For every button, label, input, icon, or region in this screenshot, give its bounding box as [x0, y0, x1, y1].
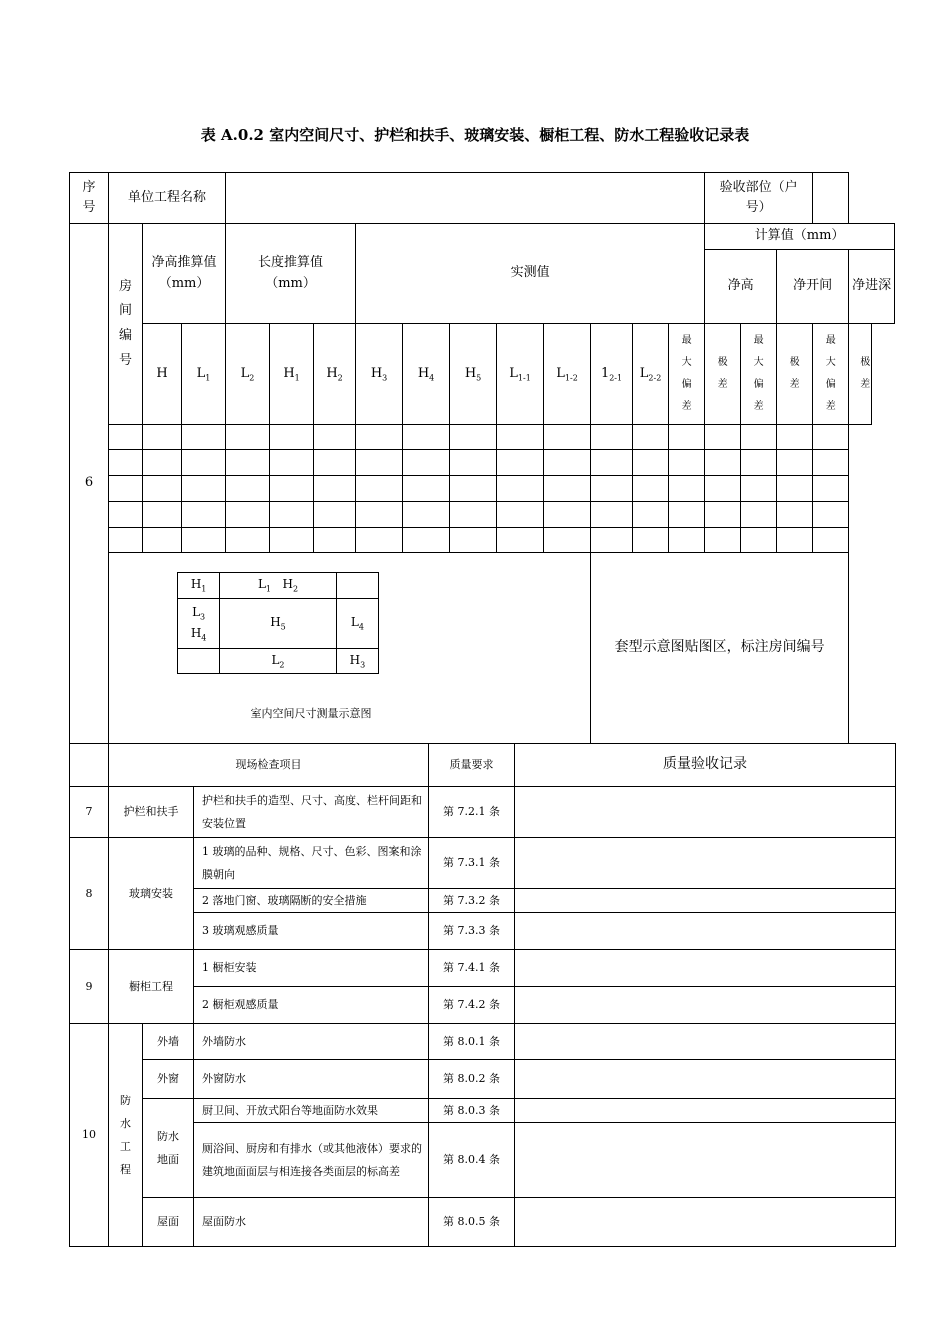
col-12-1: $1_{2-1}$	[591, 324, 633, 425]
diag-h1: $H_1$	[178, 573, 220, 599]
category: 玻璃安装	[109, 838, 194, 950]
calc-header: 计算值（mm）	[705, 224, 895, 250]
max-dev-header: 最大偏差	[669, 324, 705, 425]
seq-10: 10	[70, 1024, 109, 1247]
quality-req: 第 8.0.3 条	[429, 1099, 515, 1123]
height-est-header: 净高推算值（mm）	[143, 224, 226, 324]
quality-req: 第 8.0.2 条	[429, 1060, 515, 1099]
record-header: 质量验收记录	[515, 744, 896, 787]
check-item: 护栏和扶手的造型、尺寸、高度、栏杆间距和安装位置	[194, 787, 429, 838]
record-cell[interactable]	[515, 1060, 896, 1099]
room-no-header: 房间编号	[109, 224, 143, 425]
sub-category: 防水地面	[143, 1099, 194, 1198]
max-dev-header: 最大偏差	[813, 324, 849, 425]
table-row	[70, 450, 895, 476]
check-item: 1 橱柜安装	[194, 950, 429, 987]
seq-7: 7	[70, 787, 109, 838]
data-cell[interactable]	[109, 450, 143, 476]
quality-req: 第 7.4.1 条	[429, 950, 515, 987]
net-depth-header: 净进深	[849, 250, 895, 324]
col-H1: $H_1$	[270, 324, 314, 425]
check-item: 外墙防水	[194, 1024, 429, 1060]
diag-l1-h2: $L_1$ $H_2$	[220, 573, 337, 599]
quality-req: 第 8.0.1 条	[429, 1024, 515, 1060]
table-row	[70, 502, 895, 528]
data-cell[interactable]	[109, 528, 143, 553]
data-cell[interactable]	[109, 476, 143, 502]
diag-l3-h4: $L_3$ $H_4$	[178, 599, 220, 649]
diagram-area	[109, 553, 591, 744]
record-cell[interactable]	[515, 787, 896, 838]
max-dev-header: 最大偏差	[741, 324, 777, 425]
diag-l2: $L_2$	[220, 649, 337, 674]
col-H3: $H_3$	[356, 324, 403, 425]
col-H2: $H_2$	[314, 324, 356, 425]
record-cell[interactable]	[515, 987, 896, 1024]
diag-l4: $L_4$	[336, 599, 378, 649]
inspection-table	[69, 743, 896, 1247]
quality-req: 第 7.3.1 条	[429, 838, 515, 889]
data-cell[interactable]	[109, 425, 143, 450]
check-item: 1 玻璃的品种、规格、尺寸、色彩、图案和涂膜朝向	[194, 838, 429, 889]
quality-req: 第 8.0.5 条	[429, 1198, 515, 1247]
record-cell[interactable]	[515, 1123, 896, 1198]
check-item: 2 橱柜观感质量	[194, 987, 429, 1024]
quality-req: 第 7.3.2 条	[429, 889, 515, 913]
unit-name-value[interactable]	[226, 173, 705, 224]
col-H5: $H_5$	[450, 324, 497, 425]
col-H4: $H_4$	[403, 324, 450, 425]
check-item: 屋面防水	[194, 1198, 429, 1247]
diag-empty	[178, 649, 220, 674]
seq-9: 9	[70, 950, 109, 1024]
check-item: 2 落地门窗、玻璃隔断的安全措施	[194, 889, 429, 913]
check-item: 外窗防水	[194, 1060, 429, 1099]
sub-category: 外窗	[143, 1060, 194, 1099]
seq-header: 序号	[70, 173, 109, 224]
accept-part-label: 验收部位（户号）	[705, 173, 813, 224]
range-header: 极差	[777, 324, 813, 425]
net-height-header: 净高	[705, 250, 777, 324]
quality-req: 第 7.4.2 条	[429, 987, 515, 1024]
unit-name-label: 单位工程名称	[109, 173, 226, 224]
measurement-table	[69, 172, 895, 744]
data-cell[interactable]	[109, 502, 143, 528]
sub-category: 外墙	[143, 1024, 194, 1060]
table-row	[70, 528, 895, 553]
seq-6: 6	[70, 224, 109, 744]
accept-part-value[interactable]	[813, 173, 849, 224]
length-est-header: 长度推算值（mm）	[226, 224, 356, 324]
req-header: 质量要求	[429, 744, 515, 787]
sub-category: 屋面	[143, 1198, 194, 1247]
quality-req: 第 7.3.3 条	[429, 913, 515, 950]
item-header: 现场检查项目	[109, 744, 429, 787]
quality-req: 第 8.0.4 条	[429, 1123, 515, 1198]
range-header: 极差	[705, 324, 741, 425]
category: 护栏和扶手	[109, 787, 194, 838]
diag-empty	[336, 573, 378, 599]
check-item: 厨卫间、开放式阳台等地面防水效果	[194, 1099, 429, 1123]
check-item: 厕浴间、厨房和有排水（或其他液体）要求的建筑地面面层与相连接各类面层的标高差	[194, 1123, 429, 1198]
measured-header: 实测值	[356, 224, 705, 324]
col-L2-2: $L_{2-2}$	[633, 324, 669, 425]
room-dimension-diagram	[177, 572, 379, 674]
record-cell[interactable]	[515, 1099, 896, 1123]
diagram-caption: 室内空间尺寸测量示意图	[250, 707, 372, 720]
paste-area[interactable]: 套型示意图贴图区，标注房间编号	[591, 553, 849, 744]
col-L2: $L_2$	[226, 324, 270, 425]
net-width-header: 净开间	[777, 250, 849, 324]
col-L1-1: $L_{1-1}$	[497, 324, 544, 425]
record-cell[interactable]	[515, 1198, 896, 1247]
range-header: 极差	[849, 324, 872, 425]
table-row	[70, 425, 895, 450]
category: 防水工程	[109, 1024, 143, 1247]
record-cell[interactable]	[515, 913, 896, 950]
page-title: 表 A.0.2 室内空间尺寸、护栏和扶手、玻璃安装、橱柜工程、防水工程验收记录表	[200, 126, 750, 144]
table-row	[70, 476, 895, 502]
record-cell[interactable]	[515, 889, 896, 913]
category: 橱柜工程	[109, 950, 194, 1024]
col-L1-2: $L_{1-2}$	[544, 324, 591, 425]
check-item: 3 玻璃观感质量	[194, 913, 429, 950]
diag-h3: $H_3$	[336, 649, 378, 674]
record-cell[interactable]	[515, 1024, 896, 1060]
diag-h5: $H_5$	[220, 599, 337, 649]
record-cell[interactable]	[515, 838, 896, 889]
quality-req: 第 7.2.1 条	[429, 787, 515, 838]
col-H: H	[143, 324, 182, 425]
seq-blank	[70, 744, 109, 787]
record-cell[interactable]	[515, 950, 896, 987]
seq-8: 8	[70, 838, 109, 950]
col-L1: $L_1$	[182, 324, 226, 425]
